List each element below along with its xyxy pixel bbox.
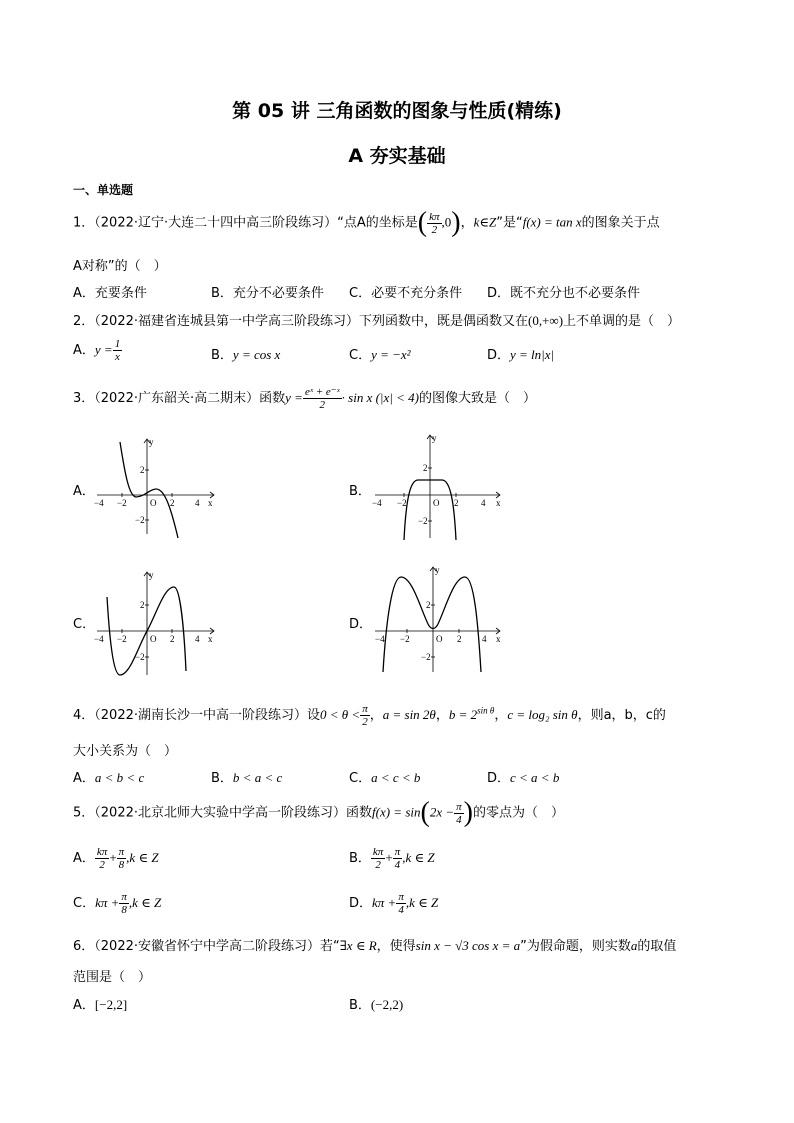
fraction — [393, 846, 403, 871]
fraction — [117, 846, 127, 871]
question-6 — [73, 935, 676, 954]
q2-option-a[interactable] — [73, 338, 122, 363]
question-text: 上不单调的是（ ） — [563, 314, 681, 329]
question-source: （2022·福建省连城县第一中学高三阶段练习） — [94, 314, 359, 329]
question-4-line2: 大小关系为（ ） — [73, 744, 178, 759]
q2-option-b[interactable] — [211, 344, 280, 363]
tick-label: 4 — [195, 634, 200, 644]
math-expr: ,k ∈ Z — [128, 895, 162, 910]
option-label: D． — [349, 896, 373, 911]
option-label: A． — [73, 851, 95, 866]
graph-b[interactable] — [370, 430, 510, 542]
fraction-denominator: x — [115, 351, 120, 363]
math-expr: f(x) = sin — [372, 804, 421, 820]
fraction-numerator: eˣ + e⁻ˣ — [304, 386, 340, 398]
question-text: 下列函数中，既是偶函数又在 — [359, 314, 529, 329]
math-operator: + — [385, 850, 393, 865]
question-text: ， — [460, 215, 474, 231]
option-label: A． — [73, 998, 95, 1013]
fraction-numerator: kπ — [96, 846, 108, 858]
question-text: ”是“ — [496, 215, 523, 231]
q5-option-d[interactable] — [349, 891, 438, 916]
fraction — [113, 338, 123, 363]
question-number: 6． — [73, 939, 95, 954]
math-condition: k∈Z — [473, 214, 497, 230]
math-expr: kπ + — [95, 895, 120, 910]
question-source: （2022·北京北师大实验中学高一阶段练习） — [94, 805, 346, 821]
option-label: A． — [73, 343, 95, 358]
math-expr: c < a < b — [510, 770, 560, 785]
question-number: 2． — [73, 314, 95, 329]
axis-label-y: y — [435, 565, 440, 575]
question-number: 5． — [73, 805, 95, 821]
option-label: C． — [349, 771, 372, 786]
fraction — [303, 386, 342, 411]
math-superscript: sin θ — [477, 705, 495, 716]
option-label: D． — [487, 348, 511, 363]
axis-label-x: x — [208, 634, 213, 644]
question-1-line2: A对称”的（ ） — [73, 259, 167, 274]
fraction — [119, 891, 129, 916]
fraction — [371, 846, 385, 871]
math-expr: b = 2 — [448, 707, 478, 722]
question-text: ， — [369, 708, 383, 723]
question-3 — [73, 386, 536, 411]
math-expr: · sin x (|x| < 4) — [341, 390, 419, 405]
graph-d[interactable] — [370, 562, 510, 674]
math-expr: y = −x² — [371, 347, 411, 362]
graph-a[interactable] — [92, 434, 222, 539]
origin-label: O — [433, 498, 440, 508]
tick-label: −2 — [421, 652, 431, 662]
tick-label: −2 — [418, 516, 428, 526]
q2-option-c[interactable] — [349, 344, 411, 363]
axis-label-x: x — [208, 498, 213, 508]
axis-label-y: y — [149, 570, 154, 580]
fraction-denominator: 2 — [431, 223, 438, 236]
fraction — [360, 703, 370, 728]
question-text: 的取值 — [637, 939, 677, 954]
fraction-denominator: 4 — [456, 813, 462, 826]
fraction-numerator: kπ — [372, 846, 384, 858]
tick-label: 4 — [195, 498, 200, 508]
math-operator: + — [109, 850, 117, 865]
question-text: ，使得 — [376, 939, 416, 954]
question-6-line2: 范围是（ ） — [73, 970, 152, 985]
math-expr: y = — [285, 390, 303, 405]
tick-label: −2 — [400, 634, 410, 644]
tick-label: 2 — [423, 463, 428, 473]
tick-label: −2 — [397, 498, 407, 508]
question-text: “点A的坐标是 — [337, 215, 418, 231]
fraction-numerator: kπ — [429, 210, 440, 223]
tick-label: −2 — [135, 652, 145, 662]
question-5 — [73, 799, 564, 827]
fraction — [95, 846, 109, 871]
tick-label: −2 — [117, 634, 127, 644]
axis-label-y: y — [432, 433, 437, 443]
fraction-denominator: 2 — [362, 716, 368, 728]
option-label: B． — [211, 348, 233, 363]
question-number: 1． — [73, 215, 95, 231]
question-text: 设 — [307, 708, 321, 723]
paren-left: ( — [420, 797, 430, 828]
option-label: B． — [349, 998, 371, 1013]
axis-label-x: x — [496, 634, 501, 644]
paren-right: ) — [463, 797, 473, 828]
q4-option-c[interactable] — [349, 767, 420, 786]
question-1 — [73, 209, 660, 237]
paren-right: ) — [451, 207, 461, 238]
q5-option-a[interactable] — [73, 846, 159, 871]
tick-label: 2 — [140, 465, 145, 475]
tick-label: 2 — [170, 634, 175, 644]
question-text: 函数 — [346, 805, 373, 821]
page-title: 第 05 讲 三角函数的图象与性质(精练) — [232, 100, 562, 122]
tick-label: −4 — [94, 634, 104, 644]
tick-label: 4 — [481, 498, 486, 508]
math-expr: 2x − — [429, 804, 455, 820]
math-expr: c = log₂ sin θ — [507, 707, 578, 722]
math-expr: y = — [94, 342, 113, 357]
section-label: 一、单选题 — [73, 183, 134, 197]
fraction — [454, 801, 464, 826]
question-text: ，则a，b，c的 — [577, 708, 666, 723]
graph-a-curve — [120, 442, 178, 538]
math-function: f(x) = tan x — [522, 214, 582, 230]
q4-option-a[interactable] — [73, 767, 144, 786]
option-label: C． — [349, 348, 372, 363]
math-expr: b < a < c — [232, 770, 283, 785]
fraction-numerator: π — [118, 846, 125, 858]
math-variable: a — [630, 938, 638, 953]
page-subtitle: A 夯实基础 — [348, 145, 446, 167]
tick-label: 2 — [140, 600, 145, 610]
question-2 — [73, 310, 680, 329]
fraction-numerator: π — [398, 891, 404, 903]
question-source: （2022·广东韶关·高二期末） — [94, 391, 260, 406]
fraction — [427, 211, 441, 236]
tick-label: 2 — [454, 498, 459, 508]
math-expr: ,k ∈ Z — [402, 850, 435, 865]
tick-label: 2 — [426, 600, 431, 610]
point-tail: ,0 — [441, 214, 452, 230]
question-text: 函数 — [259, 391, 286, 406]
math-expr: ,k ∈ Z — [126, 850, 159, 865]
fraction-denominator: 2 — [99, 859, 105, 871]
math-interval: (0,+∞) — [528, 313, 564, 328]
q6-option-a[interactable] — [73, 994, 127, 1013]
question-text: 的图像大致是（ ） — [418, 391, 536, 406]
q1-option-c[interactable]: C．必要不充分条件 — [349, 286, 463, 301]
question-text: 的零点为（ ） — [472, 805, 564, 821]
math-expr: 0 < θ < — [320, 707, 361, 722]
q3-option-a-label[interactable]: A． — [73, 484, 95, 499]
q3-option-b-label[interactable]: B． — [349, 484, 371, 499]
origin-label: O — [150, 498, 157, 508]
math-expr: sin x − √3 cos x = a — [415, 938, 521, 953]
fraction-numerator: 1 — [114, 338, 121, 350]
tick-label: −4 — [375, 634, 385, 644]
question-text: 的图象关于点 — [581, 215, 660, 231]
q4-option-d[interactable] — [487, 767, 559, 786]
fraction-denominator: 8 — [118, 859, 125, 871]
question-text: ”为假命题，则实数 — [520, 939, 631, 954]
fraction-numerator: π — [394, 846, 401, 858]
fraction — [396, 891, 406, 916]
origin-label: O — [150, 634, 157, 644]
math-expr: a < c < b — [371, 770, 421, 785]
tick-label: 2 — [170, 498, 175, 508]
question-text: ， — [435, 708, 449, 723]
question-source: （2022·辽宁·大连二十四中高三阶段练习） — [94, 215, 338, 231]
option-label: A． — [73, 771, 95, 786]
graph-c[interactable] — [92, 567, 222, 679]
option-label: D． — [487, 771, 511, 786]
math-expr: (−2,2) — [370, 997, 404, 1012]
question-text: 若“ — [320, 939, 340, 954]
question-number: 3． — [73, 391, 95, 406]
q5-option-b[interactable] — [349, 846, 435, 871]
q4-option-b[interactable] — [211, 767, 282, 786]
math-expr: kπ + — [372, 895, 397, 910]
fraction-denominator: 2 — [319, 399, 326, 411]
question-4 — [73, 703, 666, 728]
tick-label: −4 — [372, 498, 382, 508]
question-source: （2022·湖南长沙一中高一阶段练习） — [94, 708, 307, 723]
tick-label: −2 — [135, 515, 145, 525]
math-expr: y = ln|x| — [510, 347, 555, 362]
fraction-denominator: 4 — [398, 904, 404, 916]
fraction-denominator: 8 — [121, 904, 127, 916]
q2-option-d[interactable] — [487, 344, 554, 363]
q1-option-a[interactable]: A．充要条件 — [73, 286, 147, 301]
option-label: B． — [349, 851, 371, 866]
paren-left: ( — [417, 207, 428, 238]
math-expr: ,k ∈ Z — [405, 895, 439, 910]
tick-label: −4 — [94, 498, 104, 508]
question-text: ， — [494, 708, 508, 723]
fraction-numerator: π — [121, 891, 127, 903]
q6-option-b[interactable] — [349, 994, 403, 1013]
origin-label: O — [436, 634, 443, 644]
question-number: 4． — [73, 708, 95, 723]
tick-label: 4 — [482, 634, 487, 644]
q5-option-c[interactable] — [73, 891, 161, 916]
fraction-denominator: 4 — [394, 859, 401, 871]
fraction-numerator: π — [362, 703, 368, 715]
math-expr: y = cos x — [232, 347, 281, 362]
q3-option-d-label[interactable]: D． — [349, 617, 373, 632]
axis-label-y: y — [149, 437, 154, 447]
math-expr: a = sin 2θ — [382, 707, 436, 722]
tick-label: −2 — [117, 498, 127, 508]
option-label: C． — [73, 896, 96, 911]
option-label: B． — [211, 771, 233, 786]
math-expr: a < b < c — [94, 770, 145, 785]
question-source: （2022·安徽省怀宁中学高二阶段练习） — [94, 939, 320, 954]
graph-d-curve — [383, 577, 481, 672]
q1-option-d[interactable]: D．既不充分也不必要条件 — [487, 286, 641, 301]
fraction-denominator: 2 — [375, 859, 381, 871]
q3-option-c-label[interactable]: C． — [73, 617, 96, 632]
math-condition: ∃x ∈ R — [339, 938, 377, 953]
tick-label: 2 — [457, 634, 462, 644]
q1-option-b[interactable]: B．充分不必要条件 — [211, 286, 324, 301]
math-expr: [−2,2] — [94, 997, 128, 1012]
fraction-numerator: π — [456, 800, 462, 813]
axis-label-x: x — [496, 498, 501, 508]
